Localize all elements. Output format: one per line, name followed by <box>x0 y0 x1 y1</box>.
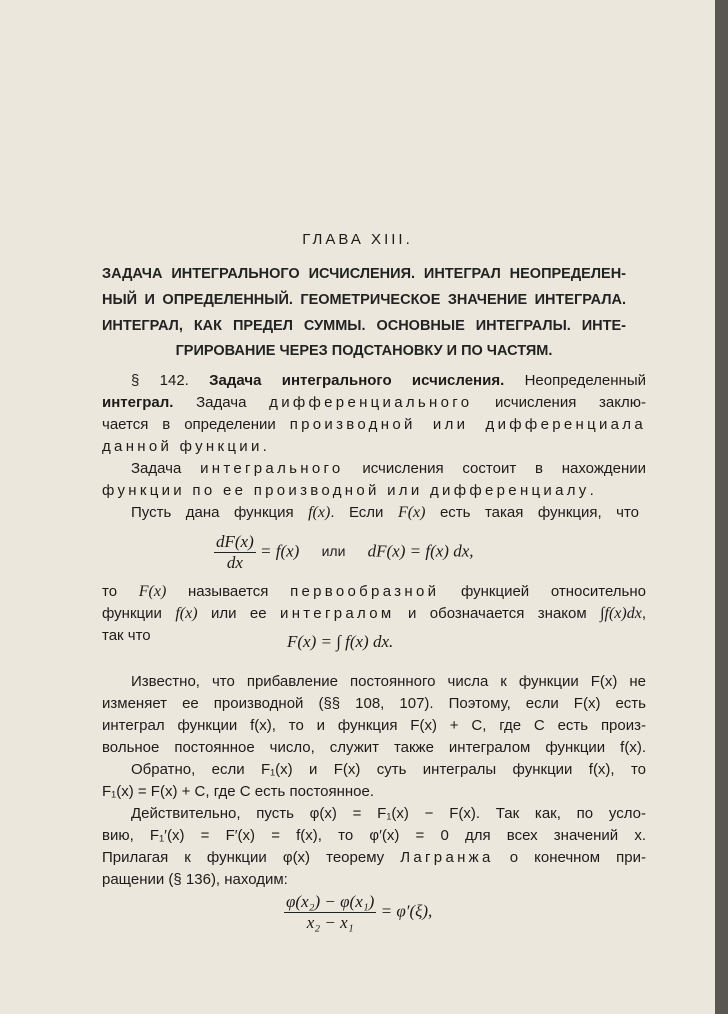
chapter-title: ГЛАВА XIII. <box>302 231 413 248</box>
text-line: интеграл функции f(x), то и функция F(x) + C, где C есть произ- <box>102 717 646 734</box>
text-line: Пусть дана функция f(x). Если F(x) есть такая функция, что <box>131 504 639 521</box>
chapter-heading-line: ЗАДАЧА ИНТЕГРАЛЬНОГО ИСЧИСЛЕНИЯ. ИНТЕГРАЛ НЕОПРЕДЕЛЕН- <box>102 266 626 282</box>
fraction <box>284 892 376 933</box>
text-line: ращении (§ 136), находим: <box>102 871 288 888</box>
equation-derivative <box>214 532 474 573</box>
equation-rhs: dF(x) = f(x) dx, <box>367 541 474 561</box>
fraction-denominator: x₂ − x₁ <box>306 913 354 932</box>
equation-integral: F(x) = ∫ f(x) dx. <box>287 632 394 651</box>
text-line: изменяет ее производной (§§ 108, 107). Поэтому, если F(x) есть <box>102 695 646 712</box>
text-line: Известно, что прибавление постоянного числа к функции F(x) не <box>131 673 646 690</box>
text-line: Действительно, пусть φ(x) = F₁(x) − F(x). Так как, по усло- <box>131 805 646 822</box>
text-line: функции по ее производной или дифференциалу. <box>102 482 594 499</box>
equation-connector: или <box>321 543 346 560</box>
text-line: данной функции. <box>102 438 271 455</box>
text-line: функции f(x) или ее интегралом и обозначается знаком ∫f(x)dx, <box>102 605 646 622</box>
text-line: чается в определении производной или дифференциала <box>102 416 646 433</box>
section-title-line: § 142. Задача интегрального исчисления. Неопределенный <box>131 372 646 389</box>
text-line: F₁(x) = F(x) + C, где C есть постоянное. <box>102 783 375 800</box>
text-line: Задача интегрального исчисления состоит в нахождении <box>131 460 647 477</box>
text-line: вольное постоянное число, служит также интегралом функции f(x). <box>102 739 646 756</box>
text-line: вию, F₁′(x) = F′(x) = f(x), то φ′(x) = 0 для всех значений x. <box>102 827 646 844</box>
text-line: Прилагая к функции φ(x) теорему Лагранжа о конечном при- <box>102 849 646 866</box>
equation-rhs: = φ′(ξ), <box>380 901 433 921</box>
fraction <box>214 532 256 573</box>
equation-rhs: = f(x) <box>260 541 300 561</box>
text-line: интеграл. Задача дифференциального исчисления заклю- <box>102 394 646 411</box>
text-line: то F(x) называется первообразной функцией относительно <box>102 583 646 600</box>
fraction-denominator: dx <box>226 553 243 572</box>
chapter-heading-line: ИНТЕГРАЛ, КАК ПРЕДЕЛ СУММЫ. ОСНОВНЫЕ ИНТЕГРАЛЫ. ИНТЕ- <box>102 318 626 334</box>
equation-mean-value <box>284 892 432 933</box>
fraction-numerator: φ(x₂) − φ(x₁) <box>286 892 375 911</box>
text-line: так что <box>102 627 151 644</box>
text-line: Обратно, если F₁(x) и F(x) суть интегралы функции f(x), то <box>131 761 646 778</box>
chapter-heading-line: ГРИРОВАНИЕ ЧЕРЕЗ ПОДСТАНОВКУ И ПО ЧАСТЯМ. <box>175 343 553 359</box>
chapter-heading-line: НЫЙ И ОПРЕДЕЛЕННЫЙ. ГЕОМЕТРИЧЕСКОЕ ЗНАЧЕНИЕ ИНТЕГРАЛА. <box>102 292 626 308</box>
fraction-numerator: dF(x) <box>216 532 254 551</box>
